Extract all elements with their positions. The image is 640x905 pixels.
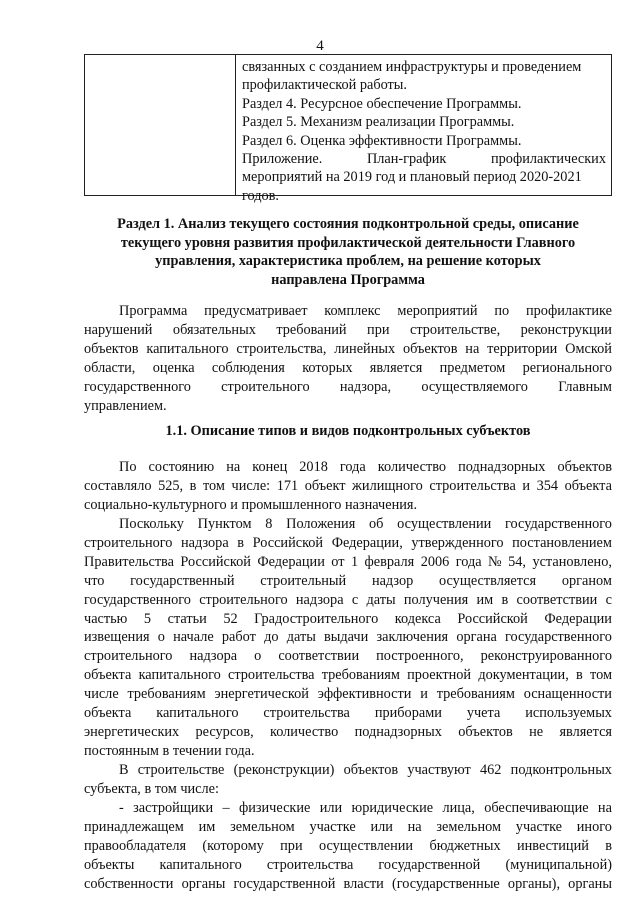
paragraph-line: числе требованиям энергетической эффективности и требованиям оснащенности: [84, 686, 612, 703]
paragraph-line: энергетических ресурсов, количество поднадзорных объектов не является: [84, 723, 612, 740]
paragraph-line: государственного строительного надзора с даты получения им в соответствии с: [84, 591, 612, 608]
toc-table-right-cell: [236, 55, 611, 204]
toc-table: [84, 54, 612, 204]
toc-line: годов.: [242, 187, 279, 204]
paragraph-line: объектов капитального строительства, линейных объектов на территории Омской: [84, 340, 612, 357]
paragraph-line: нарушений обязательных требований при строительстве, реконструкции: [84, 321, 612, 338]
paragraph-line: По состоянию на конец 2018 года количество поднадзорных объектов: [119, 459, 612, 475]
toc-line: связанных с созданием инфраструктуры и проведением: [242, 59, 582, 75]
section-heading-line: управления, характеристика проблем, на решение которых: [155, 253, 541, 270]
section-heading-line: Раздел 1. Анализ текущего состояния подконтрольной среды, описание: [117, 216, 579, 232]
paragraph-line: извещения о начале работ до даты выдачи заключения органа государственного: [84, 629, 612, 646]
paragraph-line: строительного надзора о соответствии построенного, реконструированного: [84, 648, 612, 665]
paragraph-objects: [84, 458, 612, 515]
paragraph-regulation: [84, 515, 612, 761]
paragraph-developers: [84, 799, 612, 894]
subsection-heading: 1.1. Описание типов и видов подконтрольных субъектов: [165, 423, 531, 439]
paragraph-line: области, оценка соблюдения которых является предметом регионального: [84, 359, 612, 376]
toc-line: Раздел 6. Оценка эффективности Программы.: [242, 132, 522, 149]
paragraph-line: управлением.: [84, 397, 167, 414]
paragraph-line: государственного строительного надзора, осуществляемого Главным: [84, 378, 612, 395]
paragraph-line: объекта капитального строительства требованиям проектной документации, в том: [84, 667, 612, 684]
paragraph-line: объекта капитального строительства приборами учета используемых: [84, 705, 612, 722]
paragraph-line: составляло 525, в том числе: 171 объект жилищного строительства и 354 объекта: [84, 477, 612, 494]
paragraph-line: что государственный строительный надзор осуществляется органом: [84, 572, 612, 589]
section-heading-line: текущего уровня развития профилактической деятельности Главного: [120, 234, 576, 251]
toc-appendix-line: [242, 150, 606, 168]
paragraph-line: субъекта, в том числе:: [84, 780, 219, 797]
paragraph-line: Программа предусматривает комплекс мероприятий по профилактике: [119, 303, 612, 319]
toc-appendix-word: Приложение.: [242, 151, 323, 168]
toc-appendix-word: План-график: [366, 151, 447, 168]
paragraph-line: Правительства Российской Федерации от 1 февраля 2006 года № 54, установлено,: [84, 553, 612, 570]
toc-line: мероприятий на 2019 год и плановый период 2020-2021: [242, 169, 582, 186]
paragraph-line: правообладателя (которому при осуществлении бюджетных инвестиций в: [84, 837, 612, 854]
toc-line: профилактической работы.: [242, 77, 407, 94]
toc-appendix-word: профилактических: [491, 151, 606, 168]
paragraph-line: социально-культурного и промышленного назначения.: [84, 496, 418, 513]
paragraph-line: В строительстве (реконструкции) объектов участвуют 462 подконтрольных: [119, 762, 612, 778]
paragraph-line: постоянным в течении года.: [84, 742, 255, 759]
section-heading: [84, 215, 612, 289]
paragraph-line: объекты капитального строительства государственной (муниципальной): [84, 856, 612, 873]
paragraph-line: частью 5 статьи 52 Градостроительного кодекса Российской Федерации: [84, 610, 612, 627]
paragraph-line: строительного надзора в Российской Федерации, утвержденного постановлением: [84, 534, 612, 551]
paragraph-line: - застройщики – физические или юридические лица, обеспечивающие на: [119, 800, 612, 816]
toc-line: Раздел 5. Механизм реализации Программы.: [242, 114, 515, 131]
paragraph-line: Поскольку Пунктом 8 Положения об осуществлении государственного: [119, 516, 612, 532]
toc-table-left-cell: [85, 55, 236, 195]
section-heading-line: направлена Программа: [271, 271, 425, 288]
paragraph-subjects: [84, 761, 612, 799]
page-number: 4: [316, 38, 324, 54]
paragraph-line: собственности органы государственной власти (государственные органы), органы: [84, 875, 612, 892]
intro-paragraph: [84, 302, 612, 415]
toc-line: Раздел 4. Ресурсное обеспечение Программы.: [242, 95, 522, 112]
paragraph-line: принадлежащем им земельном участке или на земельном участке иного: [84, 818, 612, 835]
